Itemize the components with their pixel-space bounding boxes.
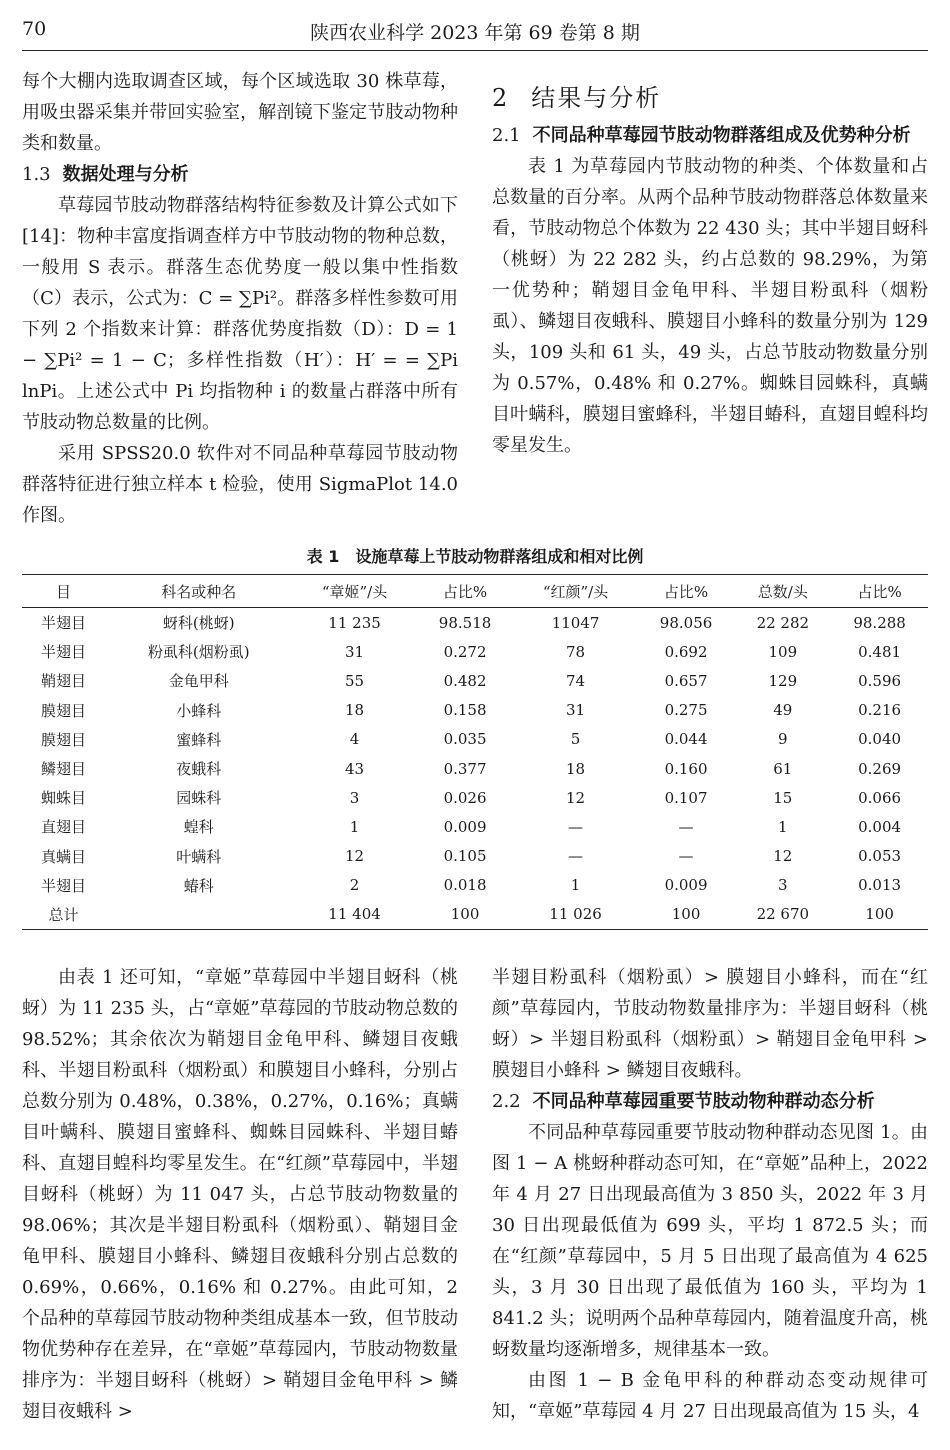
table-row — [22, 783, 928, 812]
table-cell: 11047 — [551, 613, 600, 632]
header-cell: 占比% — [417, 575, 514, 608]
table-cell: 0.269 — [858, 759, 902, 778]
table-cell: — — [568, 817, 584, 836]
table-cell: 18 — [566, 759, 586, 778]
left-column-top — [22, 66, 458, 531]
table-cell: — — [678, 817, 694, 836]
section-title: 数据处理与分析 — [62, 164, 189, 185]
left-column-bottom — [22, 962, 458, 1427]
header-cell: 占比% — [831, 575, 928, 608]
header-cell: 目 — [22, 575, 105, 608]
table-cell: 半翅目 — [40, 614, 86, 633]
table-cell: 129 — [768, 671, 798, 690]
table-cell: 0.216 — [858, 701, 902, 720]
table-row — [22, 812, 928, 841]
table-cell: 粉虱科(烟粉虱) — [147, 643, 250, 662]
section-number: 1.3 — [22, 164, 51, 185]
table-cell: 小蜂科 — [176, 701, 222, 720]
table-cell: 0.105 — [443, 847, 487, 866]
header-cell: “红颜”/头 — [513, 575, 637, 608]
table-cell: 0.053 — [858, 847, 902, 866]
section-1-3-heading — [22, 159, 458, 190]
table-cell: 15 — [773, 788, 793, 807]
method-paragraph: 每个大棚内选取调查区域，每个区域选取 30 株草莓，用吸虫器采集并带回实验室，解剖镜下鉴定节肢动物种类和数量。 — [22, 71, 458, 154]
table-cell: 夜蛾科 — [176, 760, 222, 779]
right-column-top — [492, 80, 928, 461]
table-cell: 鞘翅目 — [40, 672, 86, 691]
table-cell: 0.596 — [858, 671, 902, 690]
table-cell: 3 — [349, 788, 360, 807]
results-paragraph: 表 1 为草莓园内节肢动物的种类、个体数量和占总数量的百分率。从两个品种节肢动物群落总体数量来看，节肢动物总个体数为 22 430 头；其中半翅目蚜科（桃蚜）为 22 282 头，约占总数的 98.29%，为第一优势种；鞘翅目金龟甲科、半翅目粉虱科（烟粉虱）、鳞翅目夜蛾科、膜翅目小蜂科的数量分别为 129 头，109 头和 61 头，49 头，占总节肢动物数量分别为 0.57%，0.48% 和 0.27%。蜘蛛目园蛛科，真螨目叶螨科，膜翅目蜜蜂科，半翅目蝽科，直翅目蝗科均零星发生。 — [492, 156, 928, 456]
table-cell: 18 — [345, 701, 365, 720]
page-header — [22, 10, 928, 51]
page-number: 70 — [22, 18, 47, 40]
table-cell: 蜜蜂科 — [176, 730, 222, 749]
table-cell: 0.026 — [443, 788, 487, 807]
table-cell: 3 — [778, 876, 788, 895]
table-caption: 表 1 设施草莓上节肢动物群落组成和相对比例 — [306, 547, 644, 566]
table-cell: 金龟甲科 — [168, 672, 229, 691]
table-cell: 5 — [570, 730, 581, 749]
table-row — [22, 754, 928, 783]
journal-title: 陕西农业科学 2023 年第 69 卷第 8 期 — [310, 22, 640, 44]
table-cell: 55 — [345, 671, 365, 690]
ranking-paragraph: 半翅目粉虱科（烟粉虱）> 膜翅目小蜂科，而在“红颜”草莓园内，节肢动物数量排序为：半翅目蚜科（桃蚜）> 半翅目粉虱科（烟粉虱）> 鞘翅目金龟甲科 > 膜翅目小蜂科 > 鳞翅目夜蛾科。 — [492, 967, 928, 1081]
table-cell: 22 282 — [756, 613, 810, 632]
table-cell: 61 — [773, 759, 793, 778]
table-header-row — [22, 575, 928, 608]
table-cell: 0.272 — [443, 642, 487, 661]
table-cell: 1 — [349, 817, 360, 836]
table-cell: 11 404 — [292, 900, 416, 930]
table-cell: 0.275 — [664, 701, 708, 720]
table-cell: 11 026 — [513, 900, 637, 930]
software-paragraph: 采用 SPSS20.0 软件对不同品种草莓园节肢动物群落特征进行独立样本 t 检验，使用 SigmaPlot 14.0 作图。 — [22, 443, 458, 526]
table-cell: 4 — [349, 730, 360, 749]
table-cell: 鳞翅目 — [40, 760, 86, 779]
section-title: 结果与分析 — [531, 84, 662, 112]
header-cell: 科名或种名 — [105, 575, 292, 608]
beetle-paragraph: 由图 1 − B 金龟甲科的种群动态变动规律可知，“章姬”草莓园 4 月 27 日出现最高值为 15 头，4 — [492, 1370, 928, 1422]
table-row — [22, 637, 928, 666]
table-cell: 半翅目 — [40, 643, 86, 662]
table-cell: 膜翅目 — [40, 730, 86, 749]
table-cell: 0.013 — [858, 876, 902, 895]
table-cell: 0.657 — [664, 671, 708, 690]
table-cell: 98.518 — [438, 613, 492, 632]
table-cell: 12 — [345, 847, 365, 866]
header-cell: “章姬”/头 — [292, 575, 416, 608]
table-cell: 98.288 — [853, 613, 906, 632]
table-row — [22, 842, 928, 871]
table-cell: 蝗科 — [183, 818, 214, 837]
table-cell: 31 — [345, 642, 365, 661]
table-cell: 0.018 — [443, 876, 487, 895]
table-cell: 0.004 — [858, 817, 902, 836]
table-row — [22, 871, 928, 900]
table-cell: 直翅目 — [40, 818, 86, 837]
table-cell: 1 — [778, 817, 788, 836]
table-cell: 109 — [768, 642, 798, 661]
table-cell: 31 — [566, 701, 586, 720]
arthropod-table — [22, 574, 928, 930]
section-2-1-heading — [492, 120, 928, 151]
table-cell: — — [568, 847, 584, 866]
table-body — [22, 608, 928, 930]
table-cell: 0.009 — [443, 817, 487, 836]
right-column-bottom — [492, 962, 928, 1427]
table-cell: 0.040 — [858, 730, 902, 749]
table-cell: 9 — [778, 730, 788, 749]
section-2-2-heading — [492, 1086, 928, 1117]
table-cell: — — [678, 847, 694, 866]
header-cell: 总数/头 — [734, 575, 831, 608]
table-row — [22, 666, 928, 695]
section-number: 2.2 — [492, 1091, 521, 1112]
section-number: 2.1 — [492, 125, 521, 146]
section-2-heading — [492, 80, 928, 116]
table-cell: 0.160 — [664, 759, 708, 778]
table-row — [22, 900, 928, 930]
comparison-paragraph: 由表 1 还可知，“章姬”草莓园中半翅目蚜科（桃蚜）为 11 235 头，占“章姬”草莓园的节肢动物总数的 98.52%；其余依次为鞘翅目金龟甲科、鳞翅目夜蛾科、半翅目粉虱科（烟粉虱）和膜翅目小蜂科，分别占总数分别为 0.48%，0.38%，0.27%，0.16%；真螨目叶螨科、膜翅目蜜蜂科、蜘蛛目园蛛科、半翅目蝽科、直翅目蝗科均零星发生。在“红颜”草莓园中，半翅目蚜科（桃蚜）为 11 047 头，占总节肢动物数量的 98.06%；其次是半翅目粉虱科（烟粉虱）、鞘翅目金龟甲科、膜翅目小蜂科、鳞翅目夜蛾科分别占总数的 0.69%，0.66%，0.16% 和 0.27%。由此可知，2 个品种的草莓园节肢动物种类组成基本一致，但节肢动物优势种存在差异，在“章姬”草莓园内，节肢动物数量排序为：半翅目蚜科（桃蚜）> 鞘翅目金龟甲科 > 鳞翅目夜蛾科 > — [22, 967, 458, 1422]
table-cell: 74 — [566, 671, 586, 690]
table-cell: 0.035 — [443, 730, 487, 749]
table-cell: 蚜科(桃蚜) — [162, 614, 235, 633]
table-cell: 0.482 — [443, 671, 487, 690]
table-row — [22, 696, 928, 725]
section-number: 2 — [492, 84, 510, 112]
table-cell — [105, 900, 292, 930]
table-cell: 12 — [773, 847, 793, 866]
table-cell: 园蛛科 — [176, 789, 222, 808]
table-row — [22, 725, 928, 754]
table-cell: 0.009 — [664, 876, 708, 895]
table-cell: 蝽科 — [183, 876, 214, 895]
table-cell: 100 — [417, 900, 514, 930]
table-row — [22, 608, 928, 638]
table-cell: 蜘蛛目 — [40, 789, 86, 808]
table-cell: 叶螨科 — [176, 847, 222, 866]
table-cell: 100 — [638, 900, 735, 930]
table-cell: 真螨目 — [40, 847, 86, 866]
table-cell: 1 — [570, 876, 581, 895]
table-cell: 11 235 — [328, 613, 381, 632]
table-cell: 0.107 — [664, 788, 708, 807]
formula-paragraph: 草莓园节肢动物群落结构特征参数及计算公式如下[14]：物种丰富度指调查样方中节肢动物的物种总数，一般用 S 表示。群落生态优势度一般以集中性指数（C）表示，公式为：C = ∑Pi²。群落多样性参数可用下列 2 个指数来计算：群落优势度指数（D）：D = 1 − ∑Pi² = 1 − C；多样性指数（H′）：H′ = = ∑Pi lnPi。上述公式中 Pi 均指物种 i 的数量占群落中所有节肢动物总数量的比例。 — [22, 195, 458, 433]
table-cell: 43 — [345, 759, 365, 778]
table-cell: 22 670 — [734, 900, 831, 930]
table-cell: 膜翅目 — [40, 701, 86, 720]
table-cell: 49 — [773, 701, 793, 720]
table-cell: 0.692 — [664, 642, 708, 661]
table-cell: 总计 — [22, 900, 105, 930]
table-cell: 半翅目 — [40, 876, 86, 895]
table-cell: 0.066 — [858, 788, 902, 807]
table-cell: 98.056 — [659, 613, 713, 632]
table-cell: 0.158 — [443, 701, 487, 720]
table-cell: 0.377 — [443, 759, 487, 778]
table-cell: 12 — [566, 788, 586, 807]
header-cell: 占比% — [638, 575, 735, 608]
table-cell: 0.044 — [664, 730, 708, 749]
dynamics-paragraph: 不同品种草莓园重要节肢动物种群动态见图 1。由图 1 − A 桃蚜种群动态可知，在“章姬”品种上，2022 年 4 月 27 日出现最高值为 3 850 头，2022 年 3 月 30 日出现最低值为 699 头，平均 1 872.5 头；而在“红颜”草莓园中，5 月 5 日出现了最高值为 4 625 头，3 月 30 日出现了最低值为 160 头，平均为 1 841.2 头；说明两个品种草莓园内，随着温度升高，桃蚜数量均逐渐增多，规律基本一致。 — [492, 1122, 928, 1360]
section-title: 不同品种草莓园节肢动物群落组成及优势种分析 — [532, 125, 911, 146]
section-title: 不同品种草莓园重要节肢动物种群动态分析 — [532, 1091, 875, 1112]
table-cell: 78 — [566, 642, 586, 661]
table-cell: 2 — [349, 876, 360, 895]
table-cell: 0.481 — [858, 642, 902, 661]
table-cell: 100 — [831, 900, 928, 930]
